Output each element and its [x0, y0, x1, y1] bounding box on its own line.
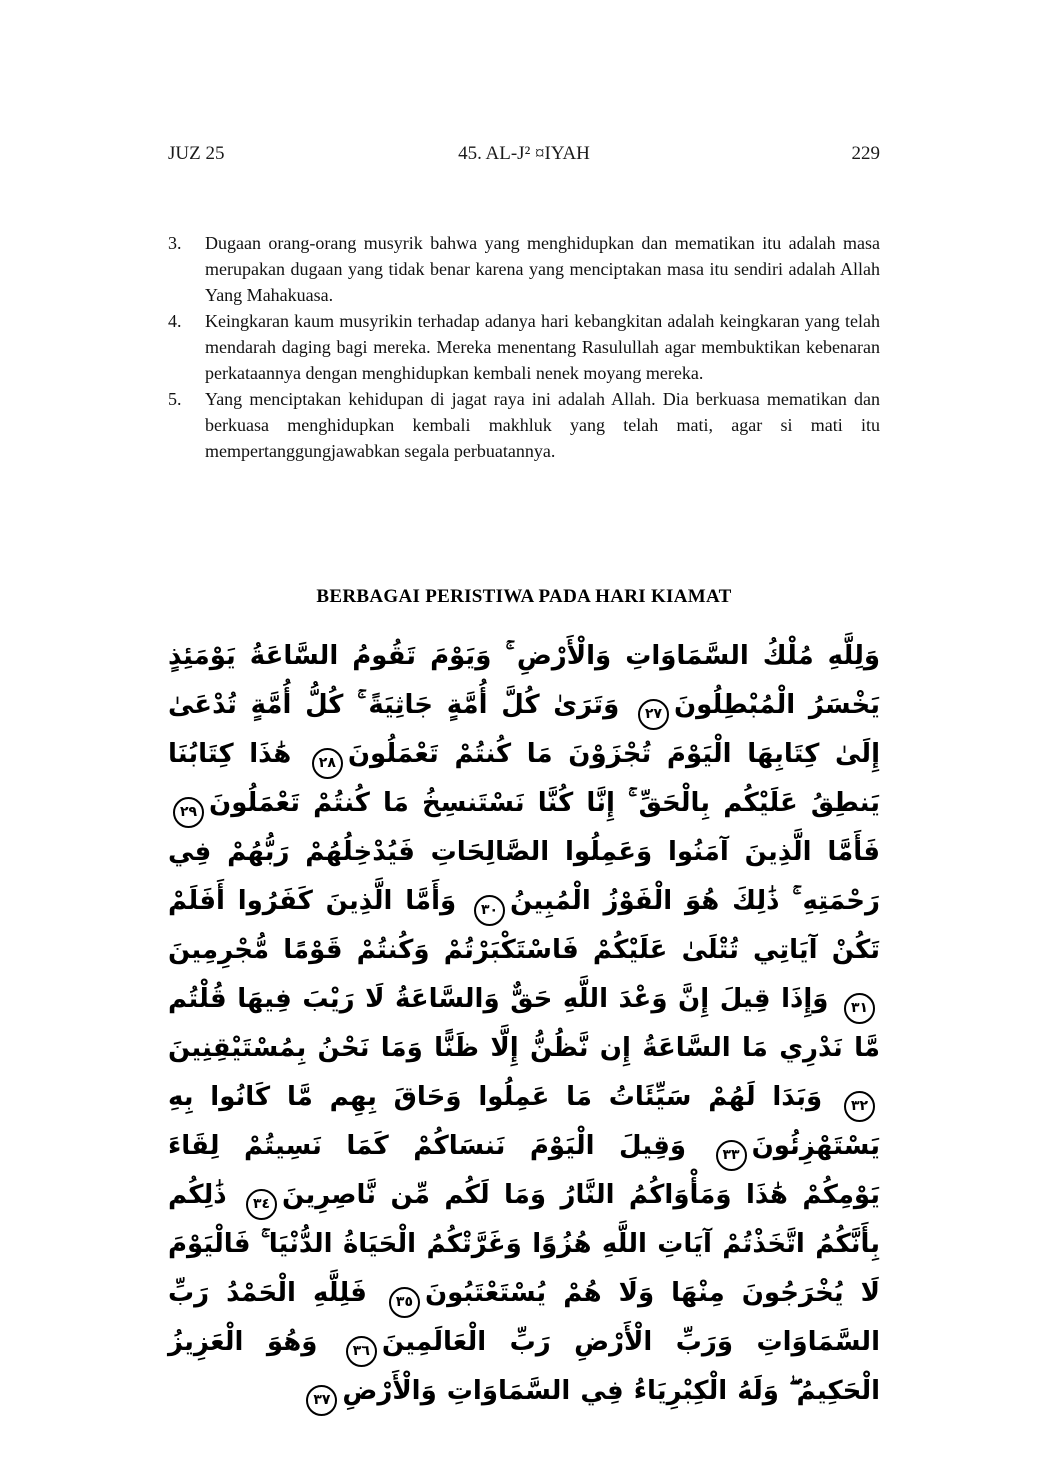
note-text: Keingkaran kaum musyrikin terhadap adanya hari kebangkitan adalah keingkaran yang telah mendarah daging bagi mereka. Mereka menentang Rasulullah agar membuktikan kebenaran perkataannya dengan menghidupkan kembali nenek moyang mereka.	[205, 311, 880, 383]
verse-text: فَأَمَّا الَّذِينَ آمَنُوا وَعَمِلُوا الصَّالِحَاتِ فَيُدْخِلُهُمْ رَبُّهُمْ فِي رَحْمَتِهِ ۚ ذَٰلِكَ هُوَ الْفَوْزُ الْمُبِينُ	[168, 837, 880, 916]
section-heading: BERBAGAI PERISTIWA PADA HARI KIAMAT	[316, 586, 732, 607]
quran-text-block	[168, 632, 880, 1416]
verse-text: ذَٰلِكُم بِأَنَّكُمُ اتَّخَذْتُمْ آيَاتِ اللَّهِ هُزُوًا وَغَرَّتْكُمُ الْحَيَاةُ الدُّنْيَا ۚ فَالْيَوْمَ لَا يُخْرَجُونَ مِنْهَا وَلَا هُمْ يُسْتَعْتَبُونَ	[168, 1180, 880, 1308]
verse-number: ٢٨	[318, 755, 336, 771]
verse-text: وَتَرَىٰ كُلَّ أُمَّةٍ جَاثِيَةً ۚ كُلُّ أُمَّةٍ تُدْعَىٰ إِلَىٰ كِتَابِهَا الْيَوْمَ تُجْزَوْنَ مَا كُنتُمْ تَعْمَلُونَ	[168, 690, 880, 769]
juz-label: JUZ 25	[168, 143, 225, 164]
verse-text: هَٰذَا كِتَابُنَا يَنطِقُ عَلَيْكُم بِالْحَقِّ ۚ إِنَّا كُنَّا نَسْتَنسِخُ مَا كُنتُمْ تَعْمَلُونَ	[168, 739, 880, 818]
verse-number-badge	[716, 1140, 747, 1171]
note-text: Dugaan orang-orang musyrik bahwa yang menghidupkan dan mematikan itu adalah masa merupakan dugaan yang tidak benar karena yang menciptakan masa itu sendiri adalah Allah Yang Mahakuasa.	[205, 233, 880, 305]
page-header	[168, 143, 880, 165]
verse-text: وَإِذَا قِيلَ إِنَّ وَعْدَ اللَّهِ حَقٌّ وَالسَّاعَةُ لَا رَيْبَ فِيهَا قُلْتُم مَّا نَدْرِي مَا السَّاعَةُ إِن نَّظُنُّ إِلَّا ظَنًّا وَمَا نَحْنُ بِمُسْتَيْقِنِينَ	[168, 984, 880, 1063]
verse-number-badge	[844, 993, 875, 1024]
verse-number-badge	[844, 1091, 875, 1122]
note-number: 5.	[168, 389, 182, 409]
verse-number-badge	[346, 1336, 377, 1367]
verse-text: وَأَمَّا الَّذِينَ كَفَرُوا أَفَلَمْ تَكُنْ آيَاتِي تُتْلَىٰ عَلَيْكُمْ فَاسْتَكْبَرْتُمْ وَكُنتُمْ قَوْمًا مُّجْرِمِينَ	[168, 886, 880, 965]
verse-number-badge	[173, 797, 204, 828]
verse-number-badge	[474, 895, 505, 926]
verse-number: ٣٤	[253, 1196, 271, 1212]
verse-number: ٣٠	[480, 902, 499, 918]
verse-number: ٣٥	[395, 1294, 414, 1310]
note-text: Yang menciptakan kehidupan di jagat raya ini adalah Allah. Dia berkuasa mematikan dan berkuasa menghidupkan kembali makhluk yang telah mati, agar si mati itu mempertanggungjawabkan segala perbuatannya.	[205, 389, 880, 461]
verse-number: ٢٧	[644, 706, 663, 722]
notes-list	[168, 230, 880, 464]
verse-number: ٣٦	[352, 1343, 370, 1359]
note-item	[168, 308, 880, 386]
verse-number: ٣٢	[850, 1098, 869, 1114]
verse-number-badge	[638, 699, 669, 730]
verse-number: ٣٣	[722, 1147, 740, 1163]
verse-number-badge	[306, 1385, 337, 1416]
surah-title: 45. AL-J² ¤IYAH	[458, 143, 590, 164]
verse-text: وَهُوَ الْعَزِيزُ الْحَكِيمُ ۖ وَلَهُ الْكِبْرِيَاءُ فِي السَّمَاوَاتِ وَالْأَرْضِ	[168, 1327, 880, 1406]
verse-number: ٢٩	[179, 804, 198, 820]
verse-text: وَلِلَّهِ مُلْكُ السَّمَاوَاتِ وَالْأَرْضِ ۚ وَيَوْمَ تَقُومُ السَّاعَةُ يَوْمَئِذٍ يَخْسَرُ الْمُبْطِلُونَ	[168, 641, 881, 720]
note-item	[168, 386, 880, 464]
verse-number: ٣١	[850, 1000, 869, 1016]
note-number: 3.	[168, 233, 182, 253]
verse-text: وَبَدَا لَهُمْ سَيِّئَاتُ مَا عَمِلُوا وَحَاقَ بِهِم مَّا كَانُوا بِهِ يَسْتَهْزِئُونَ	[168, 1082, 880, 1161]
note-item	[168, 230, 880, 308]
note-number: 4.	[168, 311, 182, 331]
verse-text: فَلِلَّهِ الْحَمْدُ رَبِّ السَّمَاوَاتِ وَرَبِّ الْأَرْضِ رَبِّ الْعَالَمِينَ	[168, 1278, 880, 1357]
verse-number-badge	[389, 1287, 420, 1318]
verse-text: وَقِيلَ الْيَوْمَ نَنسَاكُمْ كَمَا نَسِيتُمْ لِقَاءَ يَوْمِكُمْ هَٰذَا وَمَأْوَاكُمُ النَّارُ وَمَا لَكُم مِّن نَّاصِرِينَ	[168, 1131, 880, 1210]
verse-number-badge	[246, 1189, 277, 1220]
page-number: 229	[851, 143, 880, 164]
verse-number-badge	[312, 748, 343, 779]
verse-number: ٣٧	[313, 1392, 331, 1408]
